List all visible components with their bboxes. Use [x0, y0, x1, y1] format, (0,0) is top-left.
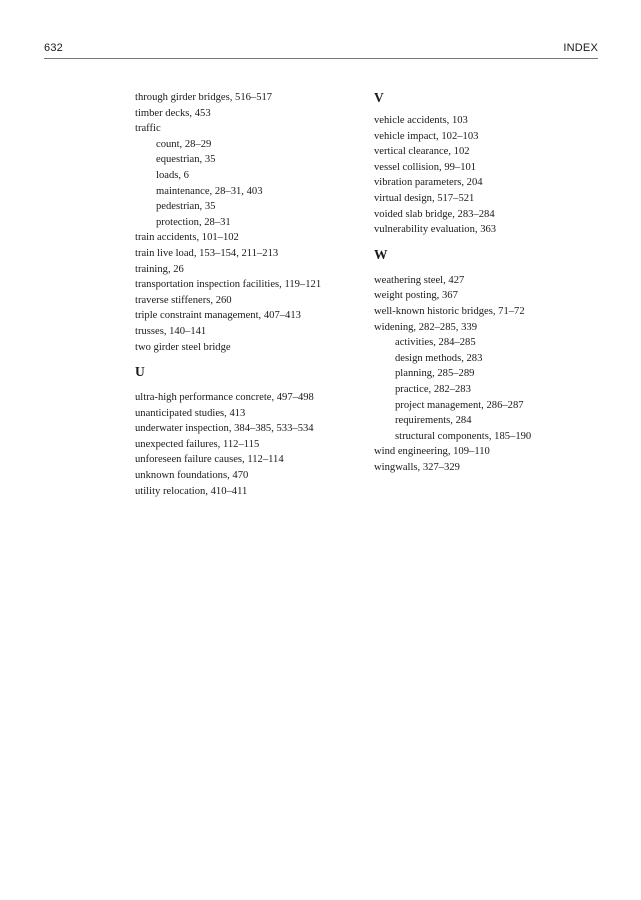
index-entry: vulnerability evaluation, 363: [374, 224, 497, 236]
index-subentry: pedestrian, 35: [156, 201, 216, 213]
index-entry: transportation inspection facilities, 119–121: [135, 279, 322, 291]
index-subentry: protection, 28–31: [156, 216, 231, 228]
entry-list-t: [135, 90, 365, 355]
index-column-left: [135, 90, 365, 499]
header-rule: [44, 58, 598, 59]
index-entry: traffic: [135, 123, 161, 135]
index-entry: wind engineering, 109–110: [374, 446, 490, 458]
letter-heading-u: U: [135, 364, 145, 380]
index-entry: vibration parameters, 204: [374, 177, 483, 189]
index-entry: underwater inspection, 384–385, 533–534: [135, 423, 314, 435]
index-entry: train live load, 153–154, 211–213: [135, 247, 279, 259]
index-subentry: loads, 6: [156, 169, 189, 181]
index-entry: triple constraint management, 407–413: [135, 310, 301, 322]
index-entry: unexpected failures, 112–115: [135, 438, 260, 450]
index-subentry: practice, 282–283: [395, 383, 471, 395]
index-entry: utility relocation, 410–411: [135, 485, 248, 497]
index-subentry: structural components, 185–190: [395, 430, 532, 442]
entry-list-v: [374, 113, 604, 238]
index-entry: vertical clearance, 102: [374, 146, 470, 158]
index-entry: virtual design, 517–521: [374, 192, 475, 204]
entry-list-u: [135, 390, 365, 499]
running-header: [44, 41, 598, 55]
index-entry: two girder steel bridge: [135, 341, 231, 353]
index-entry: weight posting, 367: [374, 290, 458, 302]
index-entry: voided slab bridge, 283–284: [374, 208, 495, 220]
index-entry: weathering steel, 427: [374, 274, 465, 286]
letter-heading-w: W: [374, 246, 388, 262]
index-entry: wingwalls, 327–329: [374, 461, 460, 473]
index-entry: ultra-high performance concrete, 497–498: [135, 392, 314, 404]
index-subentry: requirements, 284: [395, 415, 472, 427]
index-entry: unanticipated studies, 413: [135, 407, 246, 419]
index-column-right: [374, 90, 604, 475]
entry-list-w: [374, 273, 604, 476]
section-title: INDEX: [563, 42, 598, 54]
index-subentry: project management, 286–287: [395, 399, 524, 411]
index-subentry: activities, 284–285: [395, 337, 476, 349]
index-entry: traverse stiffeners, 260: [135, 294, 232, 306]
index-entry: vehicle accidents, 103: [374, 115, 468, 126]
index-entry: through girder bridges, 516–517: [135, 92, 273, 103]
index-subentry: planning, 285–289: [395, 368, 475, 380]
index-entry: widening, 282–285, 339: [374, 321, 477, 333]
index-entry: vessel collision, 99–101: [374, 161, 477, 173]
index-entry: vehicle impact, 102–103: [374, 130, 479, 142]
index-entry: well-known historic bridges, 71–72: [374, 305, 525, 317]
index-entry: training, 26: [135, 263, 184, 275]
index-subentry: maintenance, 28–31, 403: [156, 185, 263, 197]
index-entry: timber decks, 453: [135, 107, 211, 119]
index-subentry: count, 28–29: [156, 138, 212, 150]
index-entry: unforeseen failure causes, 112–114: [135, 454, 284, 466]
letter-heading-v: V: [374, 90, 384, 105]
index-entry: unknown foundations, 470: [135, 470, 249, 482]
index-subentry: design methods, 283: [395, 352, 483, 364]
index-entry: trusses, 140–141: [135, 325, 207, 337]
index-subentry: equestrian, 35: [156, 154, 216, 166]
page-number: 632: [44, 42, 63, 54]
index-entry: train accidents, 101–102: [135, 232, 239, 244]
